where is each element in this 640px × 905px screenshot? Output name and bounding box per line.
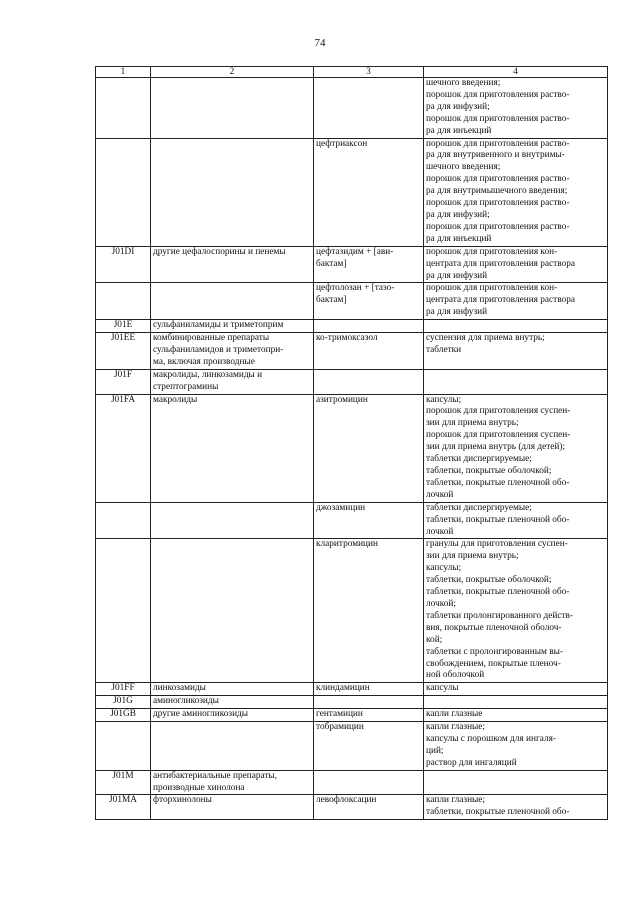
dosage-forms-cell: [424, 333, 608, 370]
drug-name-cell: [314, 795, 424, 820]
cell-line: порошок для приготовления раство-: [426, 89, 570, 100]
dosage-forms-cell: [424, 795, 608, 820]
cell-line: комбинированные препараты: [153, 333, 270, 344]
cell-line: порошок для приготовления суспен-: [426, 430, 571, 441]
cell-line: таблетки диспергируемые;: [426, 502, 532, 513]
cell-line: таблетки диспергируемые;: [426, 454, 532, 465]
cell-line: кларитромицин: [316, 539, 378, 550]
drug-name-cell: [314, 369, 424, 394]
cell-line: таблетки: [426, 344, 462, 355]
cell-line: цефтазидим + [ави-: [316, 246, 394, 257]
cell-line: таблетки, покрытые оболочкой;: [426, 466, 552, 476]
cell-line: бактам]: [316, 258, 347, 269]
cell-line: таблетки, покрытые пленочной обо-: [426, 807, 570, 818]
column-header-3: 3: [314, 67, 424, 78]
drug-name-cell: [314, 320, 424, 333]
table-header-row: [96, 67, 608, 78]
drug-name-cell: [314, 394, 424, 502]
dosage-forms-cell: [424, 770, 608, 795]
cell-line: ра для внутримышечного введения;: [426, 186, 568, 197]
drug-name-cell: [314, 333, 424, 370]
dosage-forms-cell: [424, 369, 608, 394]
cell-line: гентамицин: [316, 709, 363, 720]
cell-line: шечного введения;: [426, 162, 501, 173]
atc-code-cell: [96, 138, 151, 246]
drug-name-cell: [314, 683, 424, 696]
cell-line: порошок для приготовления кон-: [426, 246, 558, 257]
page-number: 74: [314, 37, 326, 49]
cell-line: кой;: [426, 634, 443, 645]
group-name-cell: [151, 770, 314, 795]
dosage-forms-cell: [424, 138, 608, 246]
cell-line: капли глазные;: [426, 795, 486, 806]
cell-line: таблетки, покрытые пленочной обо-: [426, 587, 570, 598]
cell-line: бактам]: [316, 295, 347, 306]
cell-line: производные хинолона: [153, 782, 245, 793]
cell-line: ций;: [426, 745, 444, 756]
group-name-cell: [151, 502, 314, 539]
cell-line: таблетки с пролонгированным вы-: [426, 646, 563, 657]
group-name-cell: [151, 369, 314, 394]
cell-line: лочкой: [426, 489, 454, 500]
column-header-4: 4: [424, 67, 608, 78]
dosage-forms-cell: [424, 246, 608, 283]
cell-line: линкозамиды: [153, 683, 206, 694]
group-name-cell: [151, 709, 314, 722]
cell-line: капли глазные: [426, 709, 483, 720]
table-row: [96, 78, 608, 139]
dosage-forms-cell: [424, 683, 608, 696]
group-name-cell: [151, 78, 314, 139]
cell-line: макролиды: [153, 394, 198, 405]
cell-line: суспензия для приема внутрь;: [426, 333, 545, 344]
cell-line: ра для инъекций: [426, 233, 492, 244]
cell-line: капсулы;: [426, 394, 462, 405]
cell-line: порошок для приготовления суспен-: [426, 406, 571, 417]
table-row: [96, 770, 608, 795]
group-name-cell: [151, 539, 314, 683]
dosage-forms-cell: [424, 320, 608, 333]
cell-line: ра для внутривенного и внутримы-: [426, 150, 565, 161]
cell-line: ко-тримоксазол: [316, 333, 378, 344]
cell-line: таблетки пролонгированного действ-: [426, 610, 573, 621]
cell-line: порошок для приготовления раство-: [426, 174, 570, 185]
atc-code-cell: J01FA: [96, 394, 151, 502]
cell-line: ра для инфузий: [426, 270, 488, 281]
table-body: [96, 78, 608, 820]
group-name-cell: [151, 138, 314, 246]
group-name-cell: [151, 283, 314, 320]
cell-line: таблетки, покрытые оболочкой;: [426, 575, 552, 586]
group-name-cell: [151, 394, 314, 502]
drug-name-cell: [314, 770, 424, 795]
atc-code-cell: J01GB: [96, 709, 151, 722]
table-row: [96, 369, 608, 394]
cell-line: ной оболочкой: [426, 670, 485, 681]
cell-line: ма, включая производные: [153, 356, 255, 367]
cell-line: вия, покрытые пленочной оболоч-: [426, 622, 562, 633]
atc-code-cell: J01F: [96, 369, 151, 394]
column-header-2: 2: [151, 67, 314, 78]
cell-line: лочкой: [426, 526, 454, 537]
cell-line: цефтолозан + [тазо-: [316, 283, 395, 294]
dosage-forms-cell: [424, 709, 608, 722]
table-row: [96, 333, 608, 370]
cell-line: другие аминогликозиды: [153, 709, 249, 720]
cell-line: клиндамицин: [316, 683, 370, 694]
cell-line: лочкой;: [426, 598, 456, 609]
cell-line: азитромицин: [316, 394, 368, 405]
group-name-cell: [151, 795, 314, 820]
atc-code-cell: J01MA: [96, 795, 151, 820]
cell-line: левофлоксацин: [316, 795, 377, 806]
atc-code-cell: [96, 722, 151, 771]
table-row: [96, 539, 608, 683]
group-name-cell: [151, 246, 314, 283]
cell-line: ра для инфузий;: [426, 101, 490, 112]
dosage-forms-cell: [424, 78, 608, 139]
table-row: [96, 722, 608, 771]
cell-line: порошок для приготовления раство-: [426, 221, 570, 232]
drug-name-cell: [314, 722, 424, 771]
dosage-forms-cell: [424, 394, 608, 502]
table-row: [96, 138, 608, 246]
cell-line: зии для приема внутрь (для детей);: [426, 442, 566, 453]
atc-code-cell: J01DI: [96, 246, 151, 283]
table-row: [96, 246, 608, 283]
group-name-cell: [151, 696, 314, 709]
cell-line: порошок для приготовления раство-: [426, 138, 570, 149]
atc-code-cell: J01EE: [96, 333, 151, 370]
dosage-forms-cell: [424, 696, 608, 709]
cell-line: свобождением, покрытые пленоч-: [426, 658, 561, 669]
table-row: [96, 320, 608, 333]
drug-table: [95, 66, 608, 820]
table-row: [96, 502, 608, 539]
cell-line: порошок для приготовления кон-: [426, 283, 558, 294]
cell-line: шечного введения;: [426, 78, 501, 88]
group-name-cell: [151, 683, 314, 696]
cell-line: ра для инфузий: [426, 307, 488, 318]
atc-code-cell: [96, 78, 151, 139]
cell-line: ра для инъекций: [426, 125, 492, 136]
cell-line: зии для приема внутрь;: [426, 418, 519, 429]
drug-name-cell: [314, 78, 424, 139]
column-header-1: 1: [96, 67, 151, 78]
atc-code-cell: J01G: [96, 696, 151, 709]
cell-line: стрептограмины: [153, 381, 219, 392]
dosage-forms-cell: [424, 502, 608, 539]
cell-line: зии для приема внутрь;: [426, 551, 519, 562]
cell-line: другие цефалоспорины и пенемы: [153, 246, 286, 257]
atc-code-cell: [96, 502, 151, 539]
cell-line: гранулы для приготовления суспен-: [426, 539, 568, 550]
cell-line: макролиды, линкозамиды и: [153, 369, 263, 380]
cell-line: порошок для приготовления раство-: [426, 113, 570, 124]
drug-name-cell: [314, 696, 424, 709]
cell-line: фторхинолоны: [153, 795, 212, 806]
cell-line: джозамицин: [316, 502, 366, 513]
cell-line: раствор для ингаляций: [426, 757, 517, 768]
table-row: [96, 283, 608, 320]
cell-line: таблетки, покрытые пленочной обо-: [426, 514, 570, 525]
atc-code-cell: [96, 283, 151, 320]
drug-name-cell: [314, 502, 424, 539]
drug-name-cell: [314, 246, 424, 283]
group-name-cell: [151, 722, 314, 771]
cell-line: сульфаниламидов и триметопри-: [153, 344, 284, 355]
cell-line: ра для инфузий;: [426, 209, 490, 220]
dosage-forms-cell: [424, 283, 608, 320]
cell-line: центрата для приготовления раствора: [426, 258, 575, 269]
atc-code-cell: J01FF: [96, 683, 151, 696]
cell-line: порошок для приготовления раство-: [426, 198, 570, 209]
drug-name-cell: [314, 283, 424, 320]
dosage-forms-cell: [424, 722, 608, 771]
cell-line: капли глазные;: [426, 722, 486, 733]
cell-line: цефтриаксон: [316, 138, 368, 149]
table-row: [96, 696, 608, 709]
table-row: [96, 394, 608, 502]
drug-name-cell: [314, 539, 424, 683]
cell-line: тобрамицин: [316, 722, 364, 733]
group-name-cell: [151, 333, 314, 370]
cell-line: антибактериальные препараты,: [153, 770, 277, 781]
cell-line: центрата для приготовления раствора: [426, 295, 575, 306]
dosage-forms-cell: [424, 539, 608, 683]
group-name-cell: [151, 320, 314, 333]
cell-line: аминогликозиды: [153, 696, 219, 707]
atc-code-cell: J01E: [96, 320, 151, 333]
atc-code-cell: [96, 539, 151, 683]
cell-line: таблетки, покрытые пленочной обо-: [426, 477, 570, 488]
cell-line: капсулы с порошком для ингаля-: [426, 733, 557, 744]
table-row: [96, 709, 608, 722]
drug-name-cell: [314, 138, 424, 246]
cell-line: капсулы: [426, 683, 459, 694]
drug-name-cell: [314, 709, 424, 722]
cell-line: капсулы;: [426, 563, 462, 574]
atc-code-cell: J01M: [96, 770, 151, 795]
table-row: [96, 795, 608, 820]
cell-line: сульфаниламиды и триметоприм: [153, 320, 284, 331]
table-row: [96, 683, 608, 696]
